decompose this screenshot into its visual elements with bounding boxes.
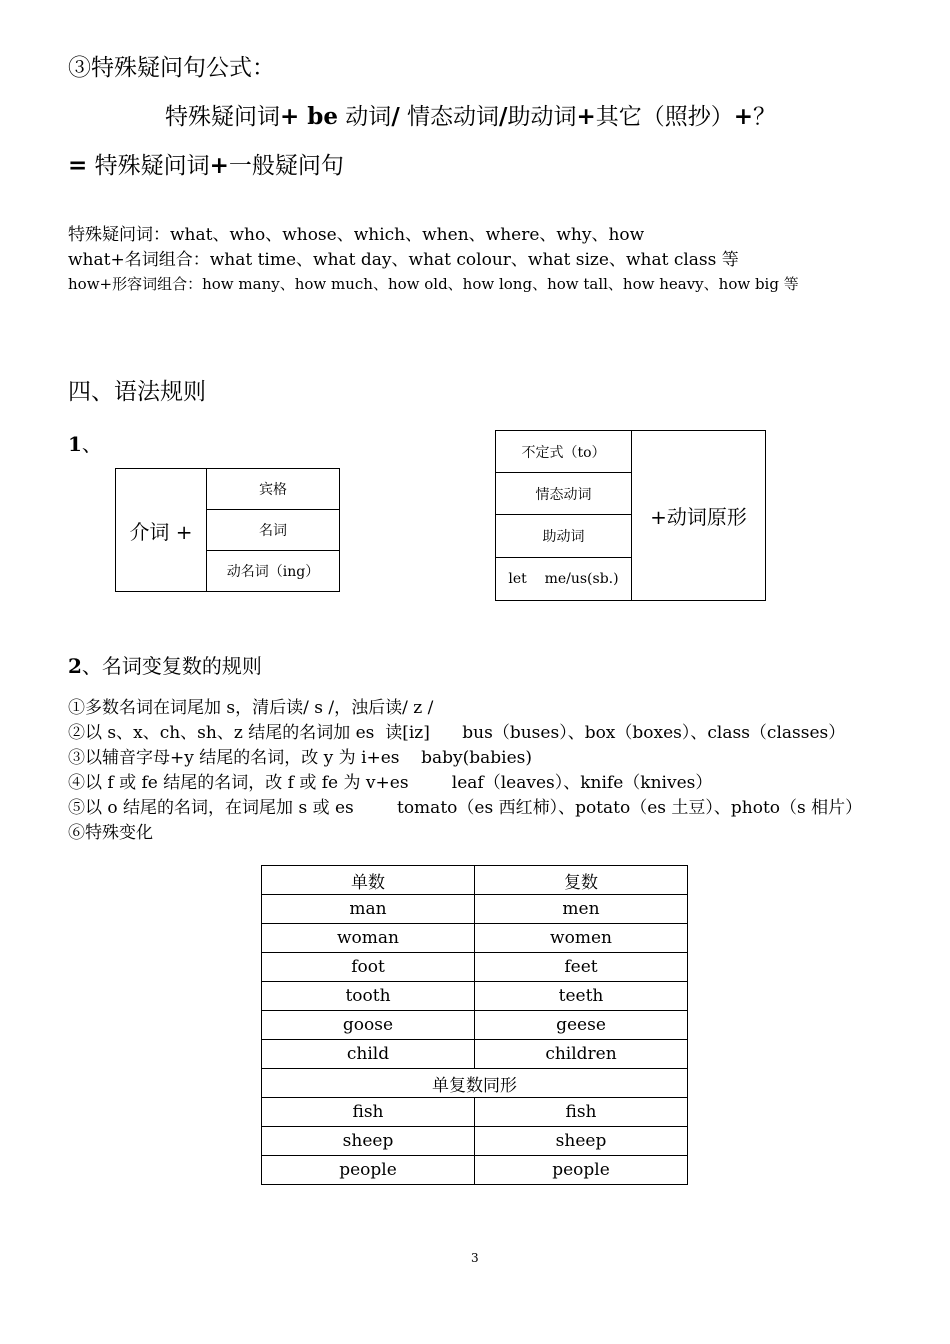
section-heading-wh-question: ③特殊疑问句公式：	[68, 55, 275, 81]
column-header-singular: 单数	[262, 866, 475, 895]
table-header-row	[262, 866, 688, 895]
singular-cell: woman	[262, 924, 475, 953]
singular-cell: goose	[262, 1011, 475, 1040]
how-combo-line: how+形容词组合：how many、how much、how old、how long、how tall、how heavy、how big 等	[68, 275, 799, 293]
plural-cell: children	[475, 1040, 688, 1069]
formula-part: +	[576, 103, 596, 130]
equivalent-part: 特殊疑问词	[87, 153, 210, 179]
table-row	[262, 1011, 688, 1040]
singular-cell: man	[262, 895, 475, 924]
table-row	[262, 1127, 688, 1156]
table-cell: 名词	[207, 510, 340, 551]
plural-cell: men	[475, 895, 688, 924]
plural-rule: ①多数名词在词尾加 s，清后读/ s /，浊后读/ z /	[68, 698, 434, 718]
formula-part: ？	[753, 104, 776, 130]
singular-cell: people	[262, 1156, 475, 1185]
plural-cell: people	[475, 1156, 688, 1185]
question-words-line: 特殊疑问词：what、who、whose、which、when、where、why、how	[68, 225, 645, 245]
formula-part: + be	[280, 103, 338, 130]
column-header-plural: 复数	[475, 866, 688, 895]
formula-part: 动词	[338, 104, 392, 130]
preposition-cell: 介词 +	[116, 469, 207, 592]
item-separator: 、	[81, 432, 102, 456]
table-cell: 助动词	[496, 515, 632, 558]
preposition-table	[115, 468, 340, 592]
formula-part: +	[733, 103, 753, 130]
table-row	[262, 1098, 688, 1127]
page-number: 3	[471, 1251, 479, 1265]
plural-rule: ⑤以 o 结尾的名词，在词尾加 s 或 es tomato（es 西红柿）、potato（es 土豆）、photo（s 相片）	[68, 798, 863, 818]
singular-cell: child	[262, 1040, 475, 1069]
item-1-label	[68, 428, 102, 457]
table-row	[262, 895, 688, 924]
table-row-same-form	[262, 1069, 688, 1098]
table-cell: let me/us(sb.)	[496, 558, 632, 601]
table-cell: 宾格	[207, 469, 340, 510]
plural-cell: women	[475, 924, 688, 953]
table-row	[262, 1040, 688, 1069]
plural-cell: feet	[475, 953, 688, 982]
formula-part: 其它（照抄）	[595, 104, 734, 130]
singular-cell: sheep	[262, 1127, 475, 1156]
item-2-heading	[68, 650, 262, 679]
table-cell: 不定式（to）	[496, 431, 632, 473]
table-cell: 情态动词	[496, 473, 632, 515]
item-number: 1	[68, 432, 82, 456]
singular-cell: fish	[262, 1098, 475, 1127]
plural-cell: fish	[475, 1098, 688, 1127]
equivalent-part: 一般疑问句	[228, 153, 344, 179]
table-row	[262, 924, 688, 953]
singular-cell: tooth	[262, 982, 475, 1011]
plural-rule: ②以 s、x、ch、sh、z 结尾的名词加 es 读[iz] bus（buses）、box（boxes）、class（classes）	[68, 723, 846, 743]
plural-rule: ⑥特殊变化	[68, 823, 153, 843]
singular-cell: foot	[262, 953, 475, 982]
plural-rule: ④以 f 或 fe 结尾的名词，改 f 或 fe 为 v+es leaf（leaves）、knife（knives）	[68, 773, 713, 793]
base-verb-table	[495, 430, 766, 601]
section-title-grammar: 四、语法规则	[68, 379, 206, 405]
table-row	[262, 953, 688, 982]
wh-question-equivalent	[68, 147, 344, 180]
formula-part: /	[499, 103, 508, 130]
item-number: 2	[68, 654, 82, 678]
table-row	[262, 1156, 688, 1185]
item-title: 、名词变复数的规则	[81, 654, 262, 678]
wh-question-formula	[165, 98, 776, 131]
plural-rule: ③以辅音字母+y 结尾的名词，改 y 为 i+es baby(babies)	[68, 748, 533, 768]
base-verb-cell: +动词原形	[632, 431, 766, 601]
formula-part: 助动词	[507, 104, 577, 130]
same-form-label: 单复数同形	[262, 1069, 688, 1098]
formula-part: /	[391, 103, 400, 130]
formula-part: 特殊疑问词	[165, 104, 280, 130]
plural-cell: teeth	[475, 982, 688, 1011]
table-cell: 动名词（ing）	[207, 551, 340, 592]
plural-cell: sheep	[475, 1127, 688, 1156]
equals-sign: =	[68, 152, 88, 179]
plural-cell: geese	[475, 1011, 688, 1040]
irregular-plural-table	[261, 865, 688, 1185]
what-combo-line: what+名词组合：what time、what day、what colour、what size、what class 等	[68, 250, 739, 270]
formula-part: 情态动词	[399, 104, 500, 130]
equivalent-part: +	[209, 152, 229, 179]
table-row	[262, 982, 688, 1011]
